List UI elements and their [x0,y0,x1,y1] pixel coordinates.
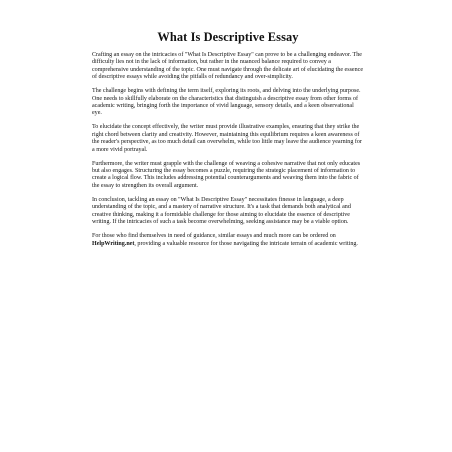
paragraph-3: To elucidate the concept effectively, the writer must provide illustrative examples, ensuring that they strike the right chord between clarity and creativity. However, maintaining this equilibrium requires a keen awareness of the reader's perspective, as too much detail can overwhelm, while too little may leave the audience yearning for a more vivid portrayal. [92,124,362,153]
brand-name: HelpWriting.net [92,240,135,247]
paragraph-4: Furthermore, the writer must grapple with the challenge of weaving a cohesive narrative that not only educates but also engages. Structuring the essay becomes a puzzle, requiring the strategic placement of information to create a logical flow. This includes addressing potential counterarguments and weaving them into the fabric of the essay to strengthen its overall argument. [92,160,361,189]
closing-text-after: , providing a valuable resource for those navigating the intricate terrain of academic writing. [134,240,358,247]
closing-text-before: For those who find themselves in need of guidance, similar essays and much more can be ordered on [92,233,336,240]
page-title: What Is Descriptive Essay [157,30,299,44]
paragraph-5: In conclusion, tackling an essay on "What Is Descriptive Essay" necessitates finesse in language, a deep understanding of the topic, and a mastery of narrative structure. It's a task that demands both analytical and creative thinking, making it a formidable challenge for those aiming to elucidate the essence of descriptive writing. If the intricacies of such a task become overwhelming, seeking assistance may be a viable option. [92,196,351,226]
paragraph-1: Crafting an essay on the intricacies of "What Is Descriptive Essay" can prove to be a challenging endeavor. The difficulty lies not in the lack of information, but rather in the nuanced balance required to convey a comprehensive understanding of the topic. One must navigate through the delicate art of elucidating the essence of descriptive essays while avoiding the pitfalls of redundancy and over-simplicity. [92,52,364,81]
document-page [92,30,364,255]
paragraph-2: The challenge begins with defining the term itself, exploring its roots, and delving into the underlying purpose. One needs to skillfully elaborate on the characteristics that distinguish a descriptive essay from other forms of academic writing, bringing forth the importance of vivid language, sensory details, and a keen observational eye. [92,88,361,117]
closing-paragraph [92,233,364,248]
